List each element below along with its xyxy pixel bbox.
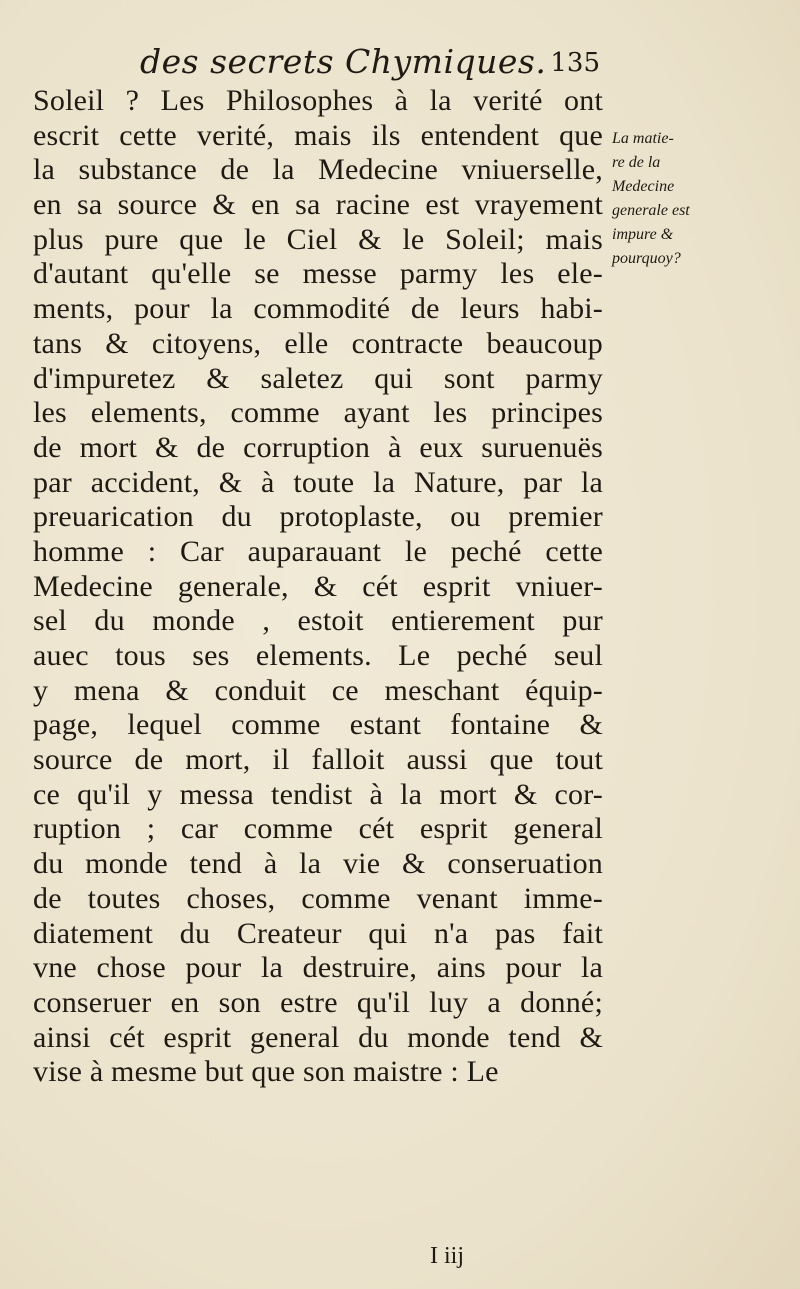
text-line: les elements, comme ayant les principes: [33, 396, 603, 430]
marginal-note-line: La matie-: [612, 130, 674, 147]
marginal-note-line: Medecine: [612, 178, 675, 195]
text-line: source de mort, il falloit aussi que tout: [33, 743, 603, 777]
text-line: par accident, & à toute la Nature, par la: [33, 465, 603, 499]
text-line: du monde tend à la vie & conseruation: [33, 847, 603, 881]
marginal-note-line: generale est: [612, 202, 690, 219]
text-line: preuarication du protoplaste, ou premier: [33, 500, 603, 534]
text-line: ce qu'il y messa tendist à la mort & cor-: [33, 777, 603, 811]
text-line: homme : Car auparauant le peché cette: [33, 534, 603, 568]
running-title: des secrets Chymiques.: [140, 42, 547, 81]
signature-mark: I iij: [430, 1243, 464, 1269]
text-line: auec tous ses elements. Le peché seul: [33, 639, 603, 672]
text-line: sel du monde , estoit entierement pur: [33, 604, 603, 638]
marginal-note-line: re de la: [612, 154, 661, 171]
text-line: vne chose pour la destruire, ains pour la: [33, 951, 603, 985]
text-line: la substance de la Medecine vniuerselle,: [33, 153, 603, 187]
page-number: 135: [550, 48, 600, 78]
text-line: conseruer en son estre qu'il luy a donné;: [33, 985, 603, 1019]
text-line: escrit cette verité, mais ils entendent que: [33, 118, 603, 152]
text-line: ments, pour la commodité de leurs habi-: [33, 292, 603, 326]
text-line: plus pure que le Ciel & le Soleil; mais: [33, 222, 603, 256]
text-line: de mort & de corruption à eux suruenuës: [33, 430, 603, 464]
page-header: [140, 42, 600, 82]
text-line: ruption ; car comme cét esprit general: [33, 812, 603, 846]
text-line: diatement du Createur qui n'a pas fait: [33, 916, 603, 950]
text-line: en sa source & en sa racine est vrayement: [33, 188, 603, 222]
text-line: tans & citoyens, elle contracte beaucoup: [33, 326, 603, 360]
text-line: y mena & conduit ce meschant équip-: [33, 673, 603, 707]
text-line: ainsi cét esprit general du monde tend &: [33, 1020, 603, 1054]
text-line: d'autant qu'elle se messe parmy les ele-: [33, 257, 603, 291]
marginal-note-line: pourquoy?: [612, 250, 681, 267]
text-line: page, lequel comme estant fontaine &: [33, 708, 603, 742]
text-line: vise à mesme but que son maistre : Le: [33, 1055, 499, 1089]
marginal-note: [612, 127, 722, 271]
text-line: de toutes choses, comme venant imme-: [33, 881, 603, 915]
marginal-note-line: impure &: [612, 226, 674, 243]
text-line: d'impuretez & saletez qui sont parmy: [33, 361, 603, 395]
body-text: [33, 84, 603, 1090]
text-line: Soleil ? Les Philosophes à la verité ont: [33, 84, 603, 117]
text-line: Medecine generale, & cét esprit vniuer-: [33, 569, 603, 603]
